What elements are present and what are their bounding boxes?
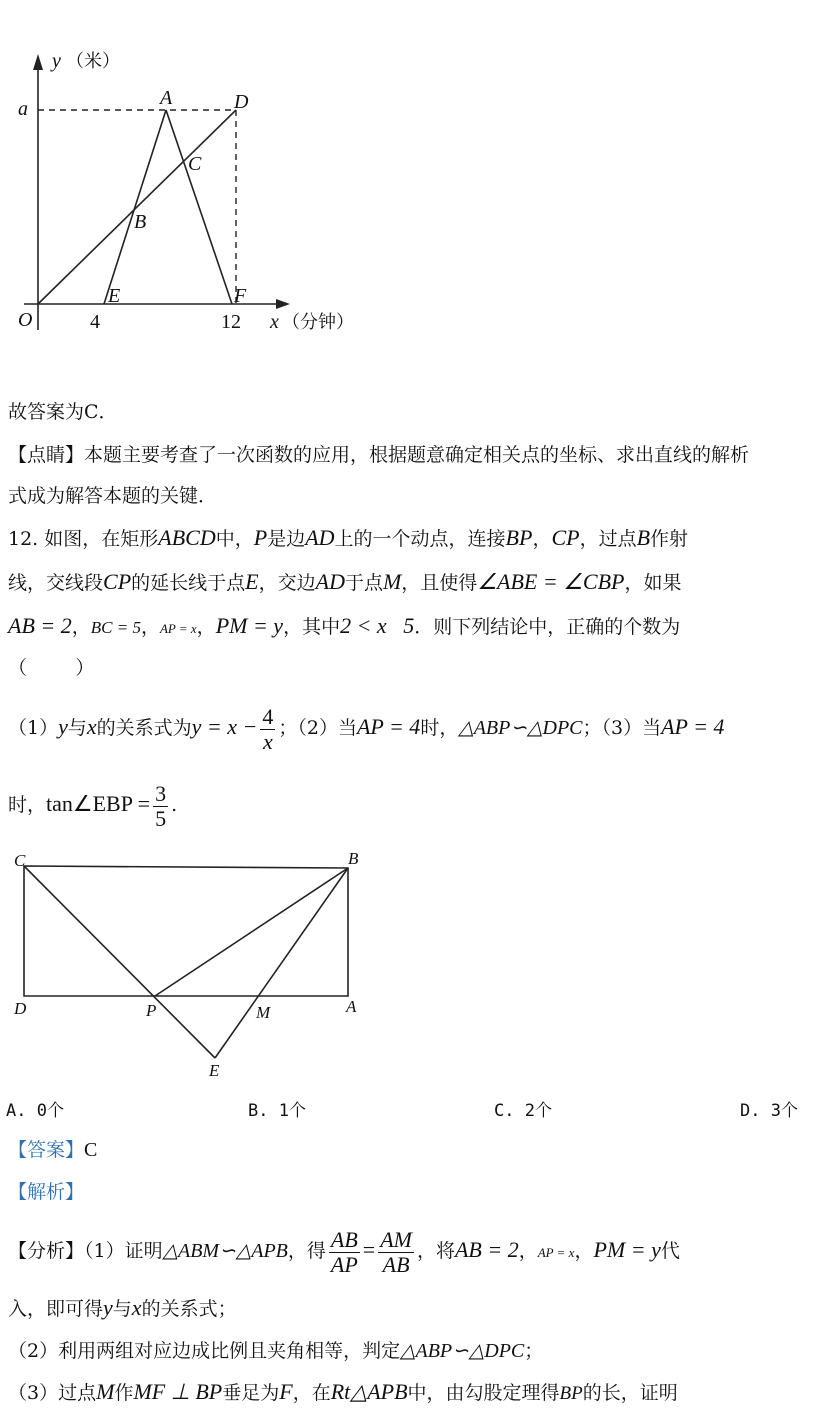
math-ab-eq: AB = 2 — [8, 613, 72, 638]
point-E-label: E — [209, 1061, 220, 1080]
math-perp: MF ⊥ BP — [133, 1379, 223, 1404]
q12-text: ，交边 — [258, 572, 316, 594]
math-cp: CP — [551, 525, 580, 550]
math-abcd: ABCD — [158, 525, 216, 550]
math-p: P — [253, 525, 268, 550]
analysis-line-2 — [8, 1296, 237, 1321]
point-M-label: M — [256, 1003, 271, 1022]
q12-text: ；（3）当 — [582, 717, 662, 739]
option-b[interactable]: B. 1个 — [248, 1101, 306, 1121]
y-axis-label: y — [52, 50, 61, 72]
q12-text: ， — [140, 616, 160, 638]
math-x: x — [131, 1295, 142, 1320]
fraction-4-over-x — [260, 705, 275, 754]
math-pm-eq: PM = y — [593, 1237, 661, 1262]
math-pm-eq: PM = y — [215, 613, 284, 638]
analysis-text: 代 — [660, 1240, 680, 1262]
x-unit-label: （分钟） — [282, 312, 354, 332]
fraction-ab-over-ap — [329, 1228, 360, 1277]
q12-text: ，其中 — [283, 616, 341, 638]
q12-text: . — [171, 794, 178, 816]
math-y: y — [58, 714, 68, 739]
comment-text-1: 本题主要考查了一次函数的应用，根据题意确定相关点的坐标、求出直线的解析 — [84, 444, 750, 466]
analysis-text: 的关系式； — [141, 1298, 237, 1320]
q12-text: ，如果 — [624, 572, 682, 594]
answer-label: 【答案】 — [8, 1139, 85, 1161]
point-A-label: A — [160, 87, 173, 109]
point-C-label: C — [188, 153, 202, 175]
analysis-text: 中，由勾股定理得 — [407, 1382, 560, 1404]
answer-value: C — [84, 1139, 98, 1161]
y-unit-label: （米） — [66, 51, 120, 71]
comment-line-1 — [8, 443, 749, 467]
math-bc-eq: BC = 5 — [90, 618, 141, 637]
analysis-text: ，将 — [416, 1240, 455, 1262]
math-x: x — [86, 714, 97, 739]
analysis-label: 【解析】 — [8, 1181, 85, 1203]
a-label: a — [18, 98, 28, 120]
analysis-text: 的长，证明 — [582, 1382, 678, 1404]
math-cp: CP — [103, 569, 132, 594]
analysis-text: 【分析】 — [8, 1240, 85, 1262]
option-a[interactable]: A. 0个 — [6, 1101, 64, 1121]
frac-numerator: AB — [330, 1226, 358, 1252]
q12-text: ， — [532, 528, 552, 550]
analysis-text: 垂足为 — [222, 1382, 280, 1404]
point-C-label: C — [14, 851, 26, 870]
q12-line-5 — [8, 703, 724, 754]
q12-text: （1） — [8, 717, 59, 739]
point-E-label: E — [108, 285, 121, 307]
analysis-line-3 — [8, 1339, 543, 1363]
frac-denominator: x — [263, 728, 273, 754]
math-rt-triangle: Rt△APB — [330, 1379, 408, 1404]
math-f: F — [279, 1379, 293, 1404]
math-angle-eq: ∠ABE = ∠CBP — [477, 569, 625, 594]
q12-line-2 — [8, 570, 682, 595]
q12-text: ，且使得 — [401, 572, 478, 594]
math-range: 2 < x 5 — [340, 613, 415, 638]
analysis-text: ，得 — [287, 1240, 326, 1262]
point-B-label: B — [348, 849, 359, 868]
option-c[interactable]: C. 2个 — [494, 1101, 552, 1121]
q12-text: 时， — [8, 794, 47, 816]
frac-denominator: AP — [330, 1251, 358, 1277]
point-D-label: D — [234, 91, 249, 113]
q12-text: 作射 — [650, 528, 689, 550]
math-bp: BP — [559, 1383, 583, 1404]
math-ap4: AP = 4 — [356, 714, 421, 739]
q12-text: 于点 — [344, 572, 383, 594]
math-y: y — [103, 1295, 113, 1320]
q12-text: 12. 如图，在矩形 — [8, 528, 159, 550]
q12-text: ， — [196, 616, 216, 638]
prev-answer: 故答案为C． — [8, 401, 118, 423]
point-D-label: D — [14, 999, 27, 1018]
q12-text: ，过点 — [579, 528, 637, 550]
math-similar: △ABP∽△DPC — [400, 1340, 525, 1362]
comment-line-2: 式成为解答本题的关键． — [8, 485, 218, 507]
analysis-text: 作 — [114, 1382, 134, 1404]
math-similar: △ABP∽△DPC — [458, 717, 583, 739]
q12-text: 中， — [215, 528, 254, 550]
analysis-text: 与 — [112, 1298, 132, 1320]
option-d[interactable]: D. 3个 — [740, 1101, 798, 1121]
math-m: M — [382, 569, 402, 594]
math-ap4: AP = 4 — [661, 714, 725, 739]
math-m: M — [96, 1379, 115, 1404]
frac-numerator: 3 — [155, 780, 167, 806]
fraction-3-over-5 — [153, 782, 168, 831]
q12-text: 是边 — [267, 528, 306, 550]
q12-text: ， — [71, 616, 91, 638]
math-ad: AD — [305, 525, 335, 550]
math-ad: AD — [315, 569, 345, 594]
point-P-label: P — [146, 1001, 157, 1020]
q12-text: 与 — [67, 717, 87, 739]
analysis-text: （2）利用两组对应边成比例且夹角相等，判定 — [8, 1340, 401, 1362]
point-B-label: B — [134, 211, 147, 233]
analysis-text: ，在 — [292, 1382, 331, 1404]
q12-text: 线，交线段 — [8, 572, 104, 594]
math-ab-eq: AB = 2 — [454, 1237, 519, 1262]
point-A-label: A — [346, 997, 357, 1016]
fraction-am-over-ab — [378, 1228, 414, 1277]
analysis-text: 入，即可得 — [8, 1298, 104, 1320]
math-y-eq: y = x − — [191, 714, 258, 739]
analysis-line-4 — [8, 1380, 678, 1406]
q12-text: 的关系式为 — [96, 717, 192, 739]
analysis-text: ； — [524, 1340, 544, 1362]
math-ap-eq: AP = x — [159, 621, 197, 636]
analysis-text: ， — [574, 1240, 594, 1262]
x-tick-4: 4 — [90, 311, 100, 333]
distance-time-graph — [0, 40, 380, 350]
analysis-text: （3）过点 — [8, 1382, 97, 1404]
x-axis-label: x — [270, 311, 279, 333]
analysis-text: （1）证明 — [84, 1240, 163, 1262]
analysis-text: ， — [518, 1240, 538, 1262]
math-e: E — [245, 569, 259, 594]
q12-text: ；（2）当 — [278, 717, 357, 739]
math-ap-eq: AP = x — [537, 1245, 575, 1260]
comment-label: 【点睛】 — [8, 444, 85, 466]
x-tick-12: 12 — [221, 311, 241, 333]
frac-numerator: 4 — [262, 703, 274, 729]
analysis-line-1 — [8, 1225, 680, 1278]
q12-line-1 — [8, 526, 688, 551]
q12-text: 时， — [420, 717, 459, 739]
math-similar: △ABM∽△APB — [162, 1240, 288, 1262]
frac-denominator: AB — [382, 1251, 410, 1277]
q12-paren: （ ） — [8, 657, 95, 679]
math-tan: tan∠EBP = — [46, 791, 151, 816]
q12-text: 的延长线于点 — [131, 572, 246, 594]
math-bp: BP — [505, 525, 533, 550]
math-equals: = — [362, 1237, 376, 1262]
answer-line — [8, 1138, 97, 1162]
frac-numerator: AM — [380, 1226, 412, 1252]
q12-line-3 — [8, 614, 680, 641]
q12-text: 上的一个动点，连接 — [334, 528, 506, 550]
math-b: B — [636, 525, 651, 550]
q12-text: ．则下列结论中，正确的个数为 — [414, 616, 681, 638]
rectangle-figure — [0, 846, 380, 1086]
point-F-label: F — [234, 285, 247, 307]
frac-denominator: 5 — [155, 805, 167, 831]
origin-label: O — [18, 309, 33, 331]
q12-line-6 — [8, 780, 177, 831]
